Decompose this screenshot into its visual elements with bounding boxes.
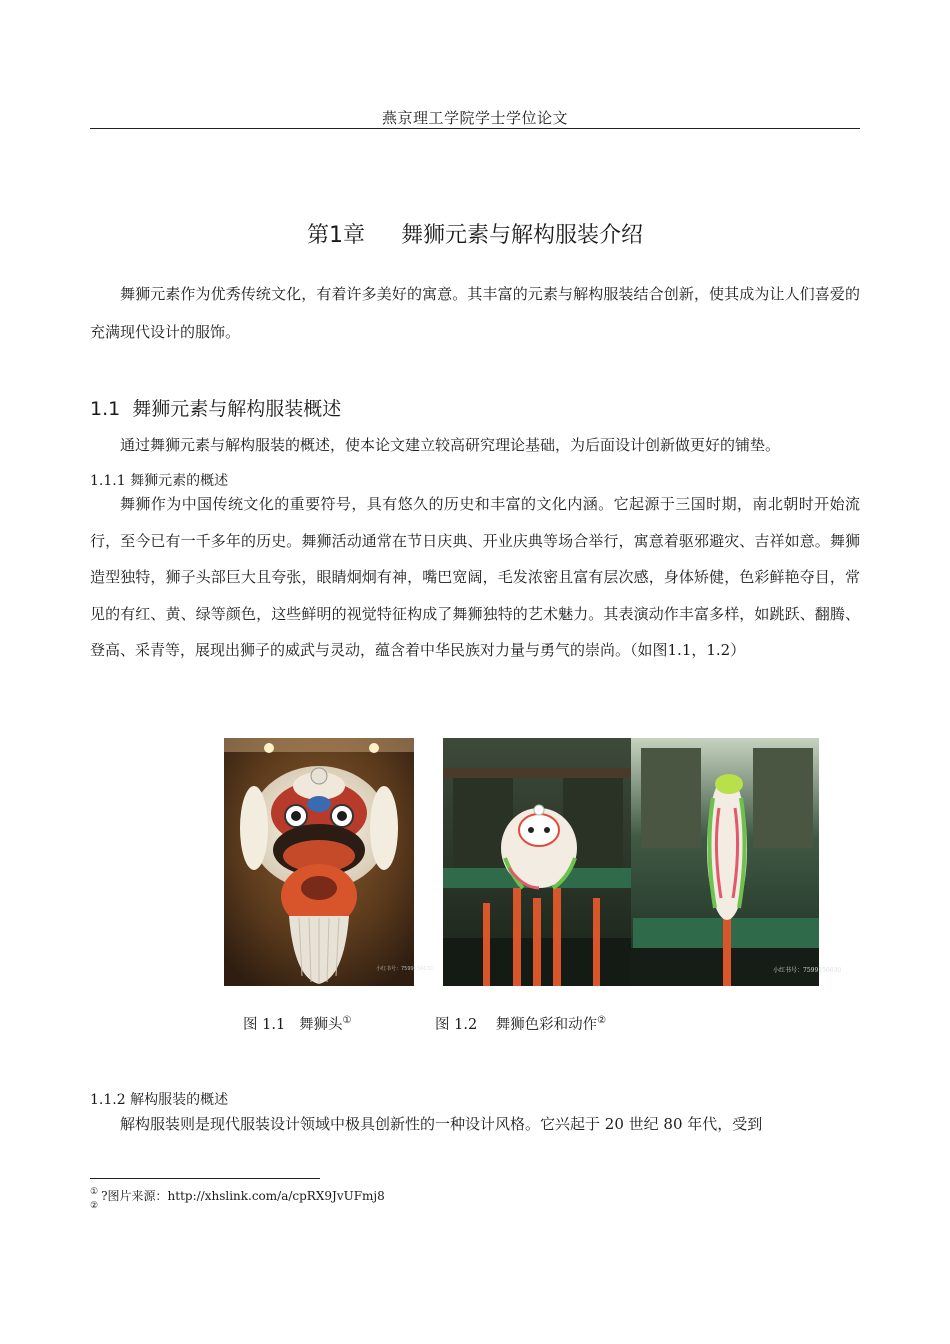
- figure-lion-dance: [443, 738, 842, 986]
- footnote-text: ?图片来源：http://xhslink.com/a/cpRX9JvUFmj8: [101, 1189, 385, 1203]
- intro-paragraph: 舞狮元素作为优秀传统文化，有着许多美好的寓意。其丰富的元素与解构服装结合创新，使其成为让人们喜爱的充满现代设计的服饰。: [90, 285, 860, 341]
- footnote-rule: [90, 1178, 320, 1179]
- page-header: 燕京理工学院学士学位论文: [381, 109, 568, 127]
- lion-dance-image: [443, 738, 842, 986]
- figure-1-1-caption: [243, 1013, 351, 1034]
- footnote-mark: ②: [597, 1015, 607, 1027]
- figure-caption-text: 舞狮头: [299, 1017, 343, 1033]
- subsection-1-1-2-paragraph: 解构服装则是现代服装设计领域中极具创新性的一种设计风格。它兴起于 20 世纪 80 年代，受到: [120, 1115, 763, 1133]
- figure-lion-head: [224, 738, 433, 986]
- figure-watermark: 小红书号：7599156630: [376, 966, 433, 972]
- section-1-1-paragraph: 通过舞狮元素与解构服装的概述，使本论文建立较高研究理论基础，为后面设计创新做更好的铺垫。: [120, 436, 781, 454]
- figure-label: 图 1.1: [243, 1017, 286, 1033]
- footnote-mark: ①: [342, 1015, 352, 1027]
- footnote-2: [90, 1201, 101, 1215]
- figure-caption-text: 舞狮色彩和动作: [495, 1017, 598, 1033]
- header-rule: [90, 128, 860, 129]
- section-number: 1.1: [90, 398, 121, 420]
- chapter-number: 第1章: [306, 223, 365, 248]
- figure-watermark: 小红书号：7599156630: [773, 967, 842, 974]
- figure-1-2-caption: [435, 1013, 606, 1034]
- footnote-mark: ①: [90, 1187, 99, 1197]
- chapter-title: [90, 218, 860, 249]
- subsection-heading-1-1-2: 1.1.2 解构服装的概述: [90, 1092, 229, 1108]
- chapter-name: 舞狮元素与解构服装介绍: [400, 223, 643, 248]
- lion-head-image: [224, 738, 433, 986]
- section-title: 舞狮元素与解构服装概述: [132, 398, 342, 420]
- figure-label: 图 1.2: [435, 1017, 478, 1033]
- section-heading-1-1: [90, 394, 341, 421]
- footnote-mark: ②: [90, 1201, 99, 1211]
- subsection-heading-1-1-1: 1.1.1 舞狮元素的概述: [90, 473, 229, 489]
- subsection-1-1-1-paragraph: 舞狮作为中国传统文化的重要符号，具有悠久的历史和丰富的文化内涵。它起源于三国时期，南北朝时开始流行，至今已有一千多年的历史。舞狮活动通常在节日庆典、开业庆典等场合举行，寓意着驱邪避灾、吉祥如意。舞狮造型独特，狮子头部巨大且夸张，眼睛炯炯有神，嘴巴宽阔，毛发浓密且富有层次感，身体矫健，色彩鲜艳夺目，常见的有红、黄、绿等颜色，这些鲜明的视觉特征构成了舞狮独特的艺术魅力。其表演动作丰富多样，如跳跃、翻腾、登高、采青等，展现出狮子的威武与灵动，蕴含着中华民族对力量与勇气的崇尚。（如图1.1，1.2）: [90, 495, 860, 659]
- footnote-1: [90, 1187, 385, 1204]
